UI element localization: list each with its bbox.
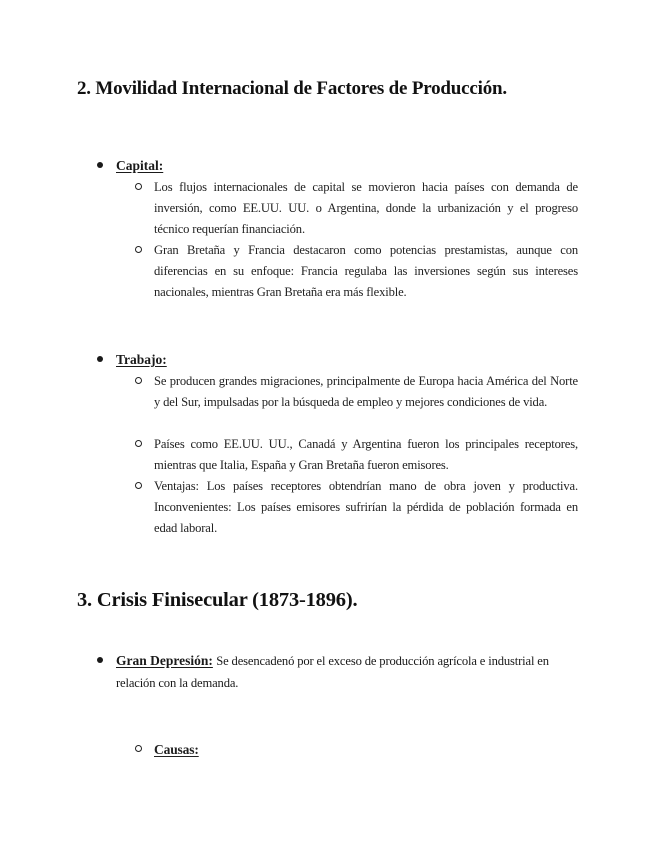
capital-point: Los flujos internacionales de capital se movieron hacia países con demanda de inversión, como EE.UU. UU. o Argentina, donde la urbanización y el progreso técnico requerían financiación. [154, 177, 578, 241]
section-2-title: 2. Movilidad Internacional de Factores de Producción. [77, 78, 507, 99]
capital-heading: Capital: [116, 158, 164, 173]
gran-depresion-heading: Gran Depresión: [116, 653, 213, 668]
bullet-trabajo [116, 349, 167, 370]
trabajo-point: Países como EE.UU. UU., Canadá y Argentina fueron los principales receptores, mientras que Italia, España y Gran Bretaña fueron emisores. [154, 434, 578, 476]
section-3-title: 3. Crisis Finisecular (1873-1896). [77, 589, 358, 611]
capital-point: Gran Bretaña y Francia destacaron como potencias prestamistas, aunque con diferencias en su enfoque: Francia regulaba las inversiones según sus intereses nacionales, mientras Gran Bretaña era más flexible. [154, 240, 578, 304]
bullet-gran-depresion [116, 650, 578, 694]
bullet-capital [116, 155, 163, 176]
trabajo-point: Se producen grandes migraciones, principalmente de Europa hacia América del Norte y del Sur, impulsadas por la búsqueda de empleo y mejores condiciones de vida. [154, 371, 578, 413]
gran-depresion-text: Se desencadenó por el exceso de producción agrícola e industrial en relación con la demanda. [116, 654, 549, 690]
trabajo-point: Ventajas: Los países receptores obtendrían mano de obra joven y productiva. Inconvenientes: Los países emisores sufrirían la pérdida de población formada en edad laboral. [154, 476, 578, 540]
causas-heading: Causas: [154, 742, 199, 757]
trabajo-heading: Trabajo: [116, 352, 167, 367]
causas-item [154, 739, 578, 761]
